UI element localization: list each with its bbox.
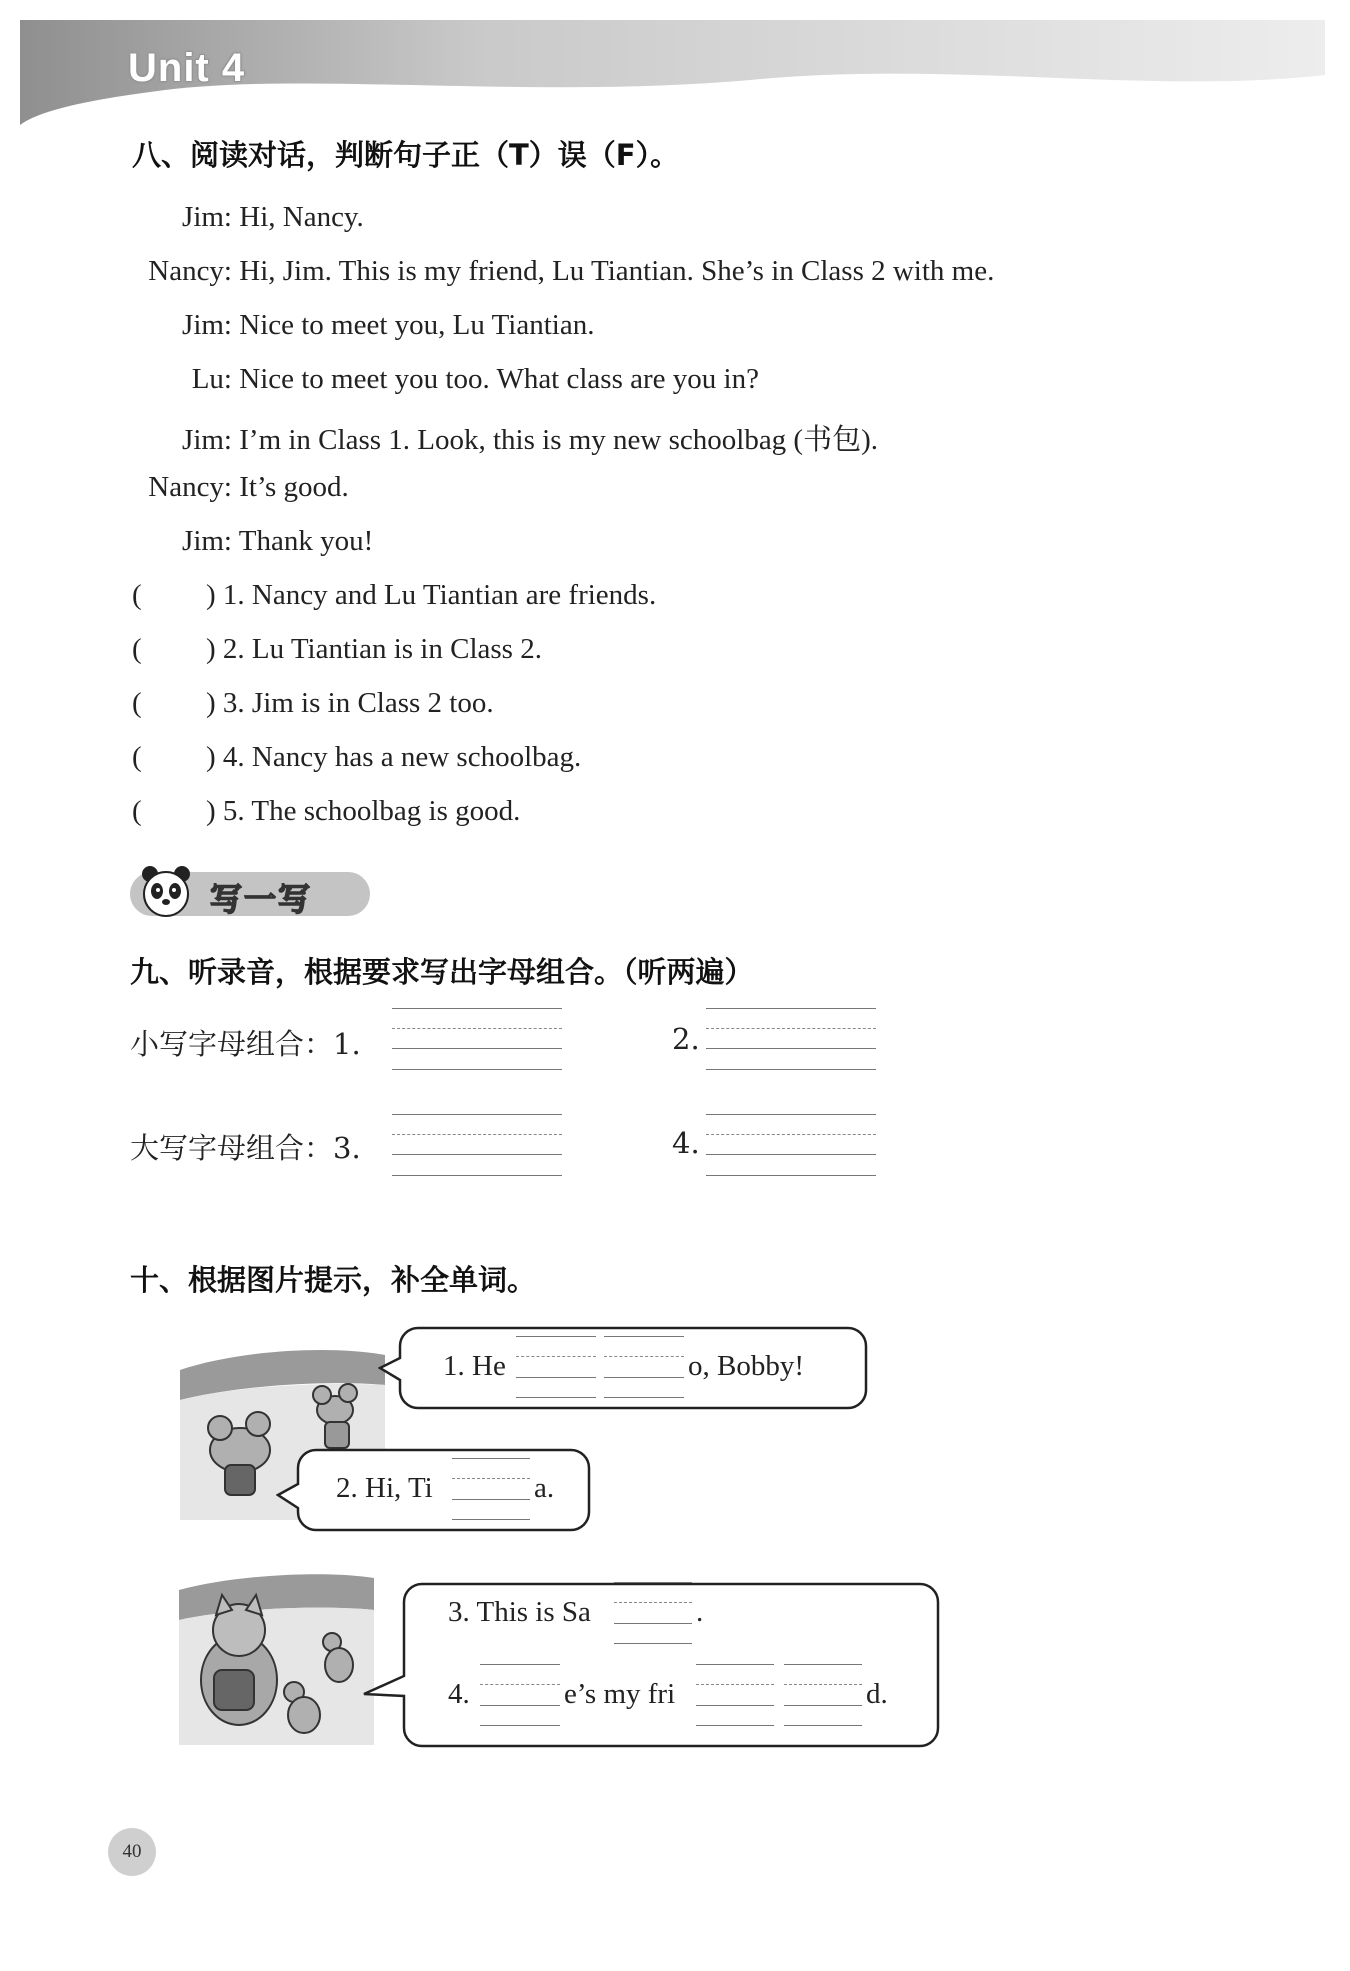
section8-title: 八、阅读对话，判断句子正（T）误（F）。 bbox=[132, 138, 680, 172]
answer-paren[interactable]: ( bbox=[132, 579, 142, 611]
dialogue-line bbox=[132, 525, 373, 558]
item3-prefix: 3. This is Sa bbox=[448, 1596, 591, 1628]
statement-text: ) 4. Nancy has a new schoolbag. bbox=[206, 741, 582, 773]
write-banner-label: 写一写 bbox=[210, 880, 313, 918]
statement-text: ) 2. Lu Tiantian is in Class 2. bbox=[206, 633, 542, 665]
writing-lines-3[interactable] bbox=[392, 1114, 562, 1176]
item4-middle: e’s my fri bbox=[564, 1678, 676, 1710]
statement-text: ) 5. The schoolbag is good. bbox=[206, 795, 521, 827]
section10-title: 十、根据图片提示，补全单词。 bbox=[130, 1263, 537, 1297]
answer-paren[interactable]: ( bbox=[132, 633, 142, 665]
item2-prefix: 2. Hi, Ti bbox=[336, 1472, 433, 1504]
item3-suffix: . bbox=[696, 1596, 704, 1628]
writing-lines-1[interactable] bbox=[392, 1008, 562, 1070]
lowercase-label: 小写字母组合：1. bbox=[130, 1027, 361, 1061]
item-4-label: 4. bbox=[672, 1126, 700, 1160]
blank-1b[interactable] bbox=[604, 1336, 684, 1398]
dialogue-line bbox=[132, 363, 759, 396]
utterance: It’s good. bbox=[239, 471, 349, 503]
speaker: Jim: bbox=[182, 525, 232, 557]
answer-paren[interactable]: ( bbox=[132, 795, 142, 827]
blank-1a[interactable] bbox=[516, 1336, 596, 1398]
dialogue-line bbox=[132, 201, 364, 234]
answer-paren[interactable]: ( bbox=[132, 687, 142, 719]
speaker: Lu: bbox=[191, 363, 232, 395]
panda-icon bbox=[136, 862, 196, 922]
blank-2[interactable] bbox=[452, 1458, 530, 1520]
speaker: Jim: bbox=[182, 424, 232, 456]
utterance: Hi, Jim. This is my friend, Lu Tiantian. She’s in Class 2 with me. bbox=[239, 255, 995, 287]
blank-4c[interactable] bbox=[784, 1664, 862, 1726]
item-2-label: 2. bbox=[672, 1022, 700, 1056]
utterance: Nice to meet you, Lu Tiantian. bbox=[239, 309, 595, 341]
item4-suffix: d. bbox=[866, 1678, 888, 1710]
write-section-banner bbox=[128, 862, 373, 922]
utterance: Nice to meet you too. What class are you in? bbox=[239, 363, 759, 395]
statement-text: ) 1. Nancy and Lu Tiantian are friends. bbox=[206, 579, 657, 611]
blank-4a[interactable] bbox=[480, 1664, 560, 1726]
blank-3[interactable] bbox=[614, 1582, 692, 1644]
blank-4b[interactable] bbox=[696, 1664, 774, 1726]
dialogue-line bbox=[132, 471, 349, 504]
writing-lines-2[interactable] bbox=[706, 1008, 876, 1070]
answer-paren[interactable]: ( bbox=[132, 741, 142, 773]
speaker: Jim: bbox=[182, 201, 232, 233]
speaker: Jim: bbox=[182, 309, 232, 341]
cat-mice-illustration bbox=[174, 1570, 374, 1750]
item2-suffix: a. bbox=[534, 1472, 555, 1504]
writing-lines-4[interactable] bbox=[706, 1114, 876, 1176]
statement-text: ) 3. Jim is in Class 2 too. bbox=[206, 687, 494, 719]
utterance: Hi, Nancy. bbox=[239, 201, 364, 233]
unit-title: Unit 4 bbox=[128, 46, 246, 90]
item4-prefix: 4. bbox=[448, 1678, 470, 1710]
section9-title: 九、听录音，根据要求写出字母组合。（听两遍） bbox=[130, 955, 754, 989]
speaker: Nancy: bbox=[148, 471, 232, 503]
item1-prefix: 1. He bbox=[443, 1350, 506, 1382]
uppercase-label: 大写字母组合：3. bbox=[130, 1131, 361, 1165]
dialogue-line bbox=[132, 309, 594, 342]
item1-suffix: o, Bobby! bbox=[688, 1350, 804, 1382]
speaker: Nancy: bbox=[148, 255, 232, 287]
utterance: Thank you! bbox=[238, 525, 374, 557]
dialogue-line bbox=[132, 255, 994, 288]
utterance: I’m in Class 1. Look, this is my new schoolbag (书包). bbox=[239, 424, 879, 456]
dialogue-line bbox=[132, 417, 878, 458]
page-number: 40 bbox=[108, 1828, 156, 1876]
